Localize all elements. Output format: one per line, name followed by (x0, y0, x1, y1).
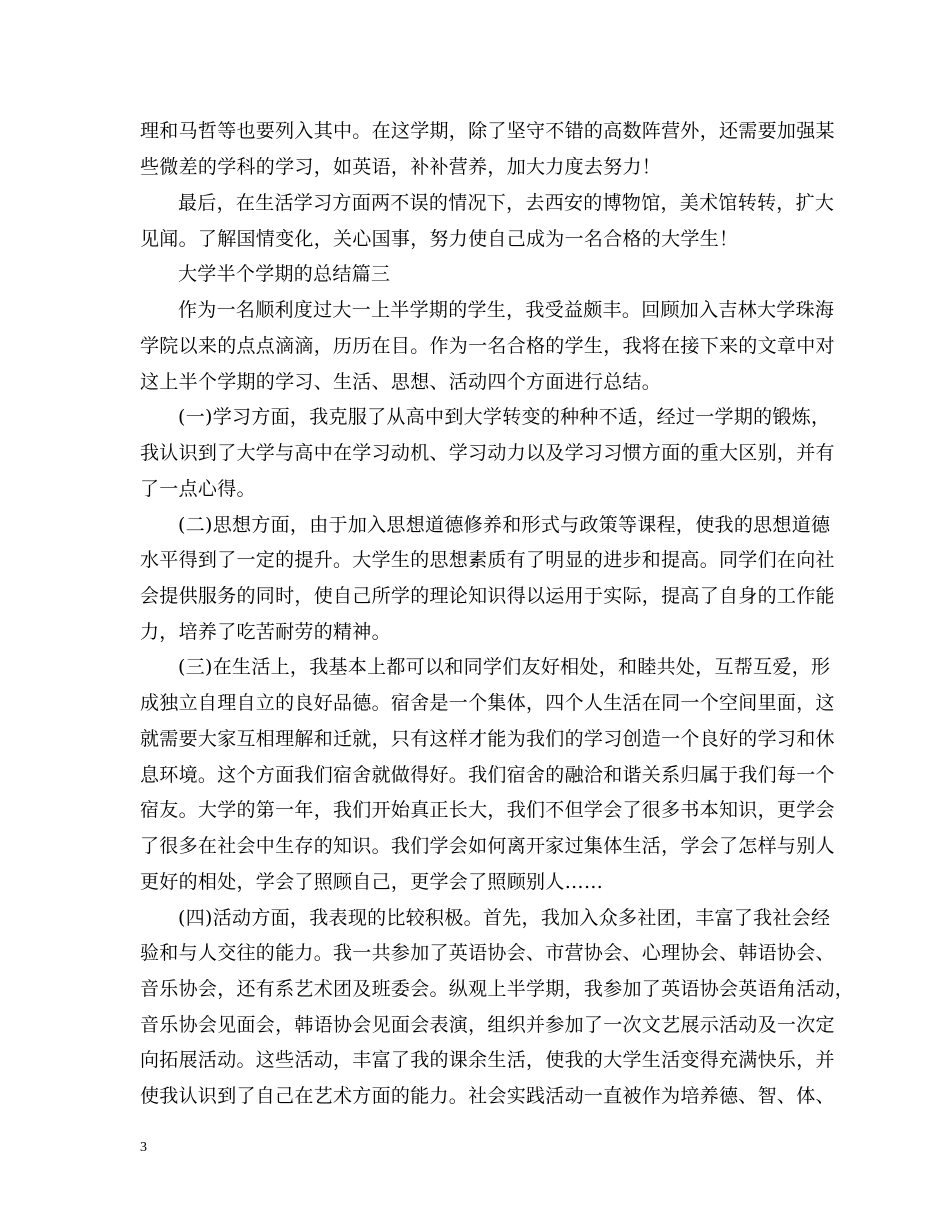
text-line: 就需要大家互相理解和迁就，只有这样才能为我们的学习创造一个良好的学习和休 (140, 728, 835, 750)
paragraph-start-line: (一)学习方面，我克服了从高中到大学转变的种种不适，经过一学期的锻炼， (178, 406, 831, 428)
paragraph-start-line: (二)思想方面，由于加入思想道德修养和形式与政策等课程，使我的思想道德 (178, 514, 831, 536)
text-line: 验和与人交往的能力。我一共参加了英语协会、市营协会、心理协会、韩语协会、 (140, 942, 835, 964)
text-line: 向拓展活动。这些活动，丰富了我的课余生活，使我的大学生活变得充满快乐，并 (140, 1049, 835, 1071)
text-line: 使我认识到了自己在艺术方面的能力。社会实践活动一直被作为培养德、智、体、 (140, 1085, 835, 1107)
text-line: 见闻。了解国情变化，关心国事，努力使自己成为一名合格的大学生！ (140, 228, 739, 250)
text-line: 宿友。大学的第一年，我们开始真正长大，我们不但学会了很多书本知识，更学会 (140, 799, 835, 821)
text-line: 音乐协会，还有系艺术团及班委会。纵观上半学期，我参加了英语协会英语角活动， (140, 978, 855, 1000)
section-heading: 大学半个学期的总结篇三 (178, 263, 391, 285)
text-line: 息环境。这个方面我们宿舍就做得好。我们宿舍的融洽和谐关系归属于我们每一个 (140, 764, 835, 786)
page-number: 3 (140, 1140, 147, 1155)
text-line: 成独立自理自立的良好品德。宿舍是一个集体，四个人生活在同一个空间里面，这 (140, 692, 835, 714)
text-line: 了很多在社会中生存的知识。我们学会如何离开家过集体生活，学会了怎样与别人 (140, 835, 835, 857)
text-line: 力，培养了吃苦耐劳的精神。 (140, 621, 391, 643)
text-line: 更好的相处，学会了照顾自己，更学会了照顾别人…… (140, 871, 604, 893)
text-line: 学院以来的点点滴滴，历历在目。作为一名合格的学生，我将在接下来的文章中对 (140, 335, 835, 357)
text-line: 水平得到了一定的提升。大学生的思想素质有了明显的进步和提高。同学们在向社 (140, 549, 835, 571)
paragraph-start-line: (三)在生活上，我基本上都可以和同学们友好相处，和睦共处，互帮互爱，形 (178, 656, 831, 678)
paragraph-start-line: 最后，在生活学习方面两不误的情况下，去西安的博物馆，美术馆转转，扩大 (178, 192, 835, 214)
text-line: 了一点心得。 (140, 478, 256, 500)
text-line: 音乐协会见面会，韩语协会见面会表演，组织并参加了一次文艺展示活动及一次定 (140, 1014, 835, 1036)
paragraph-start-line: (四)活动方面，我表现的比较积极。首先，我加入众多社团，丰富了我社会经 (178, 907, 831, 929)
text-line: 这上半个学期的学习、生活、思想、活动四个方面进行总结。 (140, 371, 662, 393)
text-line: 会提供服务的同时，使自己所学的理论知识得以运用于实际，提高了自身的工作能 (140, 585, 835, 607)
paragraph-start-line: 作为一名顺利度过大一上半学期的学生，我受益颇丰。回顾加入吉林大学珠海 (178, 299, 835, 321)
text-line: 些微差的学科的学习，如英语，补补营养，加大力度去努力！ (140, 156, 662, 178)
text-line: 理和马哲等也要列入其中。在这学期，除了坚守不错的高数阵营外，还需要加强某 (140, 120, 835, 142)
text-line: 我认识到了大学与高中在学习动机、学习动力以及学习习惯方面的重大区别，并有 (140, 442, 835, 464)
